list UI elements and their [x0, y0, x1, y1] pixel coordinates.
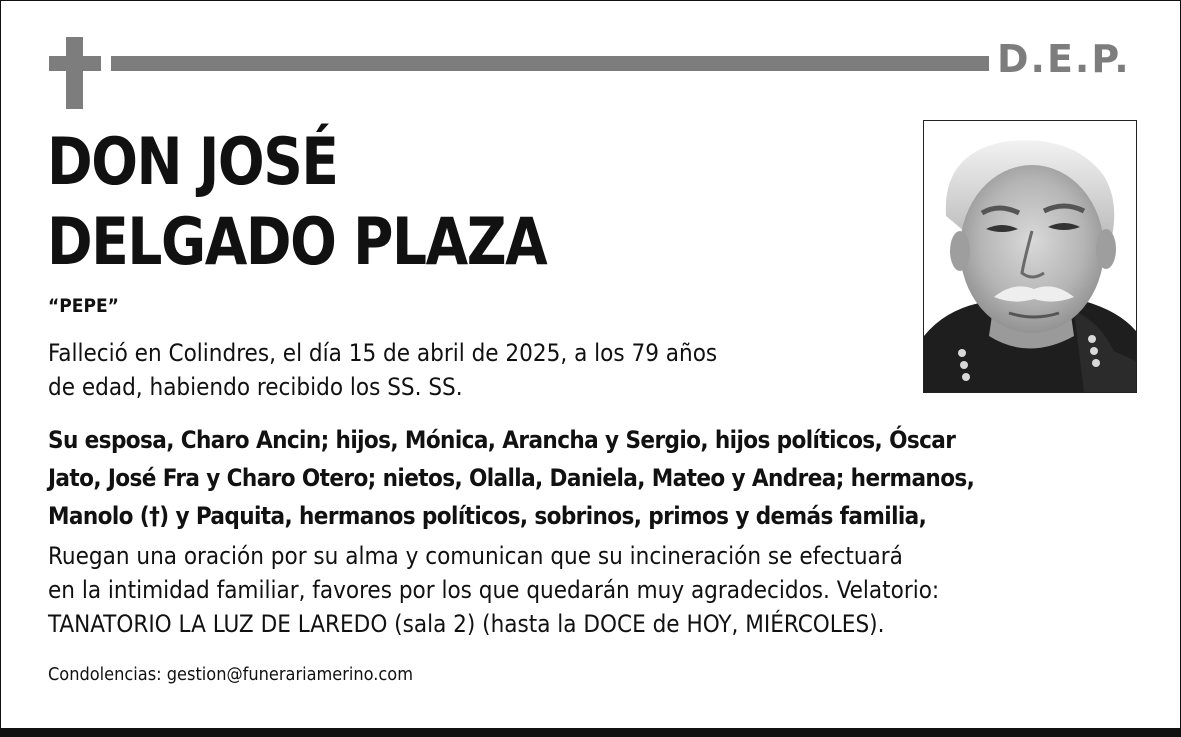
deceased-name	[47, 123, 546, 283]
deceased-nickname: “PEPE”	[48, 295, 119, 317]
dep-label: D.E.P.	[997, 37, 1131, 81]
family-line3: Manolo (†) y Paquita, hermanos políticos, sobrinos, primos y demás familia,	[48, 502, 927, 530]
death-notice-line1: Falleció en Colindres, el día 15 de abril de 2025, a los 79 años	[48, 339, 718, 367]
prayer-notice	[48, 539, 1158, 641]
bottom-border	[1, 728, 1180, 736]
deceased-name-line2: DELGADO PLAZA	[47, 205, 547, 280]
family-line2: Jato, José Fra y Charo Otero; nietos, Olalla, Daniela, Mateo y Andrea; hermanos,	[48, 464, 975, 492]
prayer-line2: en la intimidad familiar, favores por los que quedarán muy agradecidos. Velatorio:	[48, 576, 940, 604]
deceased-portrait-photo	[923, 120, 1137, 393]
deceased-name-line1: DON JOSÉ	[47, 125, 338, 200]
prayer-line3: TANATORIO LA LUZ DE LAREDO (sala 2) (hasta la DOCE de HOY, MIÉRCOLES).	[48, 610, 885, 638]
family-line1: Su esposa, Charo Ancin; hijos, Mónica, Arancha y Sergio, hijos políticos, Óscar	[48, 426, 956, 454]
family-list	[48, 421, 1148, 535]
prayer-line1: Ruegan una oración por su alma y comunican que su incineración se efectuará	[48, 542, 903, 570]
header-rule	[111, 56, 989, 71]
condolences-contact: Condolencias: gestion@funerariamerino.com	[48, 664, 413, 685]
death-notice	[48, 336, 717, 404]
death-notice-line2: de edad, habiendo recibido los SS. SS.	[48, 373, 463, 401]
